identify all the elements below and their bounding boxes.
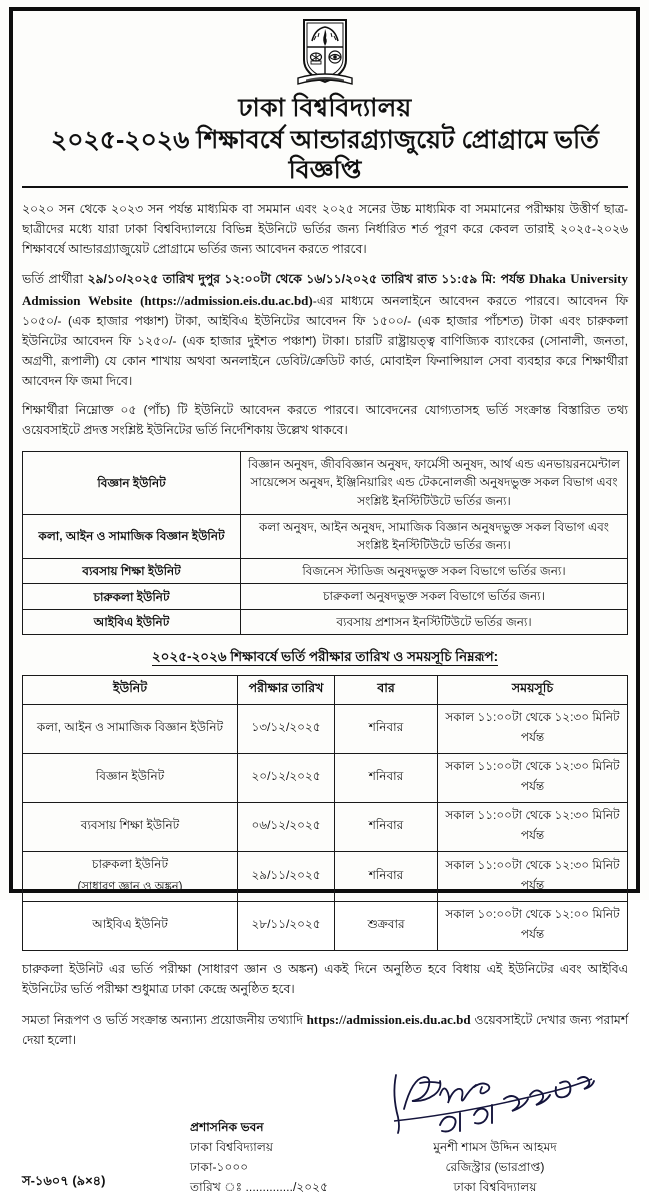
- schedule-unit-main: চারুকলা ইউনিট: [91, 857, 169, 872]
- schedule-time-cell: সকাল ১০:০০টা থেকে ১২:০০ মিনিট পর্যন্ত: [438, 902, 628, 951]
- schedule-time-cell: সকাল ১১:০০টা থেকে ১২:৩০ মিনিট পর্যন্ত: [438, 852, 628, 902]
- dhaka-university-crest-icon: [294, 16, 356, 90]
- table-row: [23, 902, 628, 951]
- signatory-institution: ঢাকা বিশ্ববিদ্যালয়: [453, 1179, 537, 1194]
- unit-description-cell: বিজনেস স্টাডিজ অনুষদভুক্ত সকল বিভাগে ভর্তির জন্য।: [241, 558, 628, 584]
- table-row: [23, 754, 628, 803]
- schedule-table: [22, 675, 628, 951]
- schedule-date-cell: ১৩/১২/২০২৫: [238, 705, 335, 754]
- paragraph-eligibility: ২০২০ সন থেকে ২০২৩ সন পর্যন্ত মাধ্যমিক বা সমমান এবং ২০২৫ সনের উচ্চ মাধ্যমিক বা সমমানের পরীক্ষায় উত্তীর্ণ ছাত্র-ছাত্রীদের মধ্যে যারা ঢাকা বিশ্ববিদ্যালয়ে বিভিন্ন ইউনিটে ভর্তির জন্য নির্ধারিত শর্ত পূরণ করে কেবল তারাই ২০২৫-২০২৬ শিক্ষাবর্ষে আন্ডারগ্র্যাজুয়েট প্রোগ্রামে ভর্তির জন্য আবেদন করতে পারবে।: [22, 201, 628, 256]
- crest-container: [22, 16, 628, 90]
- signature-area: [378, 1069, 618, 1139]
- schedule-time-cell: সকাল ১১:০০টা থেকে ১২:৩০ মিনিট পর্যন্ত: [438, 705, 628, 754]
- schedule-date-cell: ০৬/১২/২০২৫: [238, 803, 335, 852]
- address-line-building: প্রশাসনিক ভবন: [190, 1119, 264, 1134]
- column-header-day: বার: [335, 676, 438, 705]
- reference-number: স-১৬০৭ (৯×৪): [22, 1173, 106, 1189]
- paragraph-application: [22, 268, 628, 391]
- table-row: [23, 514, 628, 558]
- table-row: [23, 584, 628, 610]
- schedule-time-cell: সকাল ১১:০০টা থেকে ১২:৩০ মিনিট পর্যন্ত: [438, 803, 628, 852]
- unit-name-cell: ব্যবসায় শিক্ষা ইউনিট: [23, 558, 241, 584]
- schedule-unit-subnote: (সাধারণ জ্ঞান ও অঙ্কন): [77, 881, 183, 894]
- unit-name-cell: কলা, আইন ও সামাজিক বিজ্ঞান ইউনিট: [23, 514, 241, 558]
- schedule-date-cell: ২৯/১১/২০২৫: [238, 852, 335, 902]
- unit-description-cell: চারুকলা অনুষদভুক্ত সকল বিভাগে ভর্তির জন্য।: [241, 584, 628, 610]
- schedule-unit-cell: বিজ্ঞান ইউনিট: [23, 754, 238, 803]
- table-row: [23, 705, 628, 754]
- schedule-unit-cell: ব্যবসায় শিক্ষা ইউনিট: [23, 803, 238, 852]
- table-row: [23, 451, 628, 514]
- signatory-designation: রেজিস্ট্রার (ভারপ্রাপ্ত): [445, 1159, 545, 1174]
- column-header-unit: ইউনিট: [23, 676, 238, 705]
- signatory-block: [380, 1137, 610, 1197]
- handwritten-signature-icon: [378, 1069, 618, 1139]
- admission-website-link[interactable]: Dhaka University Admission Website (https://admission.eis.du.ac.bd): [22, 271, 629, 309]
- unit-description-cell: বিজ্ঞান অনুষদ, জীববিজ্ঞান অনুষদ, ফার্মেসী অনুষদ, আর্থ এন্ড এনভায়রনমেন্টাল সায়েন্সেস অনুষদ, ইঞ্জিনিয়ারিং এন্ড টেকনোলজী অনুষদভুক্ত সকল বিভাগ এবং সংশ্লিষ্ট ইনস্টিটিউটে ভর্তির জন্য।: [241, 451, 628, 514]
- unit-description-cell: কলা অনুষদ, আইন অনুষদ, সামাজিক বিজ্ঞান অনুষদভুক্ত সকল বিভাগ এবং সংশ্লিষ্ট ইনস্টিটিউটে ভর্তির জন্য।: [241, 514, 628, 558]
- address-line-city: ঢাকা-১০০০: [190, 1159, 249, 1174]
- schedule-day-cell: শনিবার: [335, 705, 438, 754]
- schedule-unit-cell: কলা, আইন ও সামাজিক বিজ্ঞান ইউনিট: [23, 705, 238, 754]
- advice-trailing-text: ওয়েবসাইটে দেখার জন্য পরামর্শ দেয়া হলো।: [22, 1013, 628, 1048]
- note-charukala: চারুকলা ইউনিট এর ভর্তি পরীক্ষা (সাধারণ জ্ঞান ও অঙ্কন) একই দিনে অনুষ্ঠিত হবে বিধায় এই ইউনিটের এবং আইবিএ ইউনিটের ভর্তি পরীক্ষা শুধুমাত্র ঢাকা কেন্দ্রে অনুষ্ঠিত হবে।: [22, 962, 628, 997]
- unit-description-cell: ব্যবসায় প্রশাসন ইনস্টিটিউটে ভর্তির জন্য।: [241, 609, 628, 635]
- units-table: [22, 451, 628, 636]
- schedule-unit-cell: [23, 852, 238, 902]
- schedule-day-cell: শনিবার: [335, 754, 438, 803]
- application-trailing-text: -এর মাধ্যমে অনলাইনে আবেদন করতে পারবে। আবেদন ফি ১০৫০/- (এক হাজার পঞ্চাশ) টাকা, আইবিএ ইউনিটের আবেদন ফি ১৫০০/- (এক হাজার পাঁচশত) টাকা এবং চারুকলা ইউনিটের আবেদন ফি ১২৫০/- (এক হাজার দুইশত পঞ্চাশ) টাকা। চারটি রাষ্ট্রায়ত্ত্ব বাণিজ্যিক ব্যাংকের (সোনালী, জনতা, অগ্রণী, রূপালী) যে কোন শাখায় অথবা অনলাইনে ডেবিট/ক্রেডিট কার্ড, মোবাইল ফিনান্সিয়াল সেবা ব্যবহার করে শিক্ষার্থীরা আবেদন ফি জমা দিবে।: [22, 294, 628, 388]
- schedule-day-cell: শনিবার: [335, 852, 438, 902]
- paragraph-units-info: শিক্ষার্থীরা নিম্নোক্ত ০৫ (পাঁচ) টি ইউনিটে আবেদন করতে পারবে। আবেদনের যোগ্যতাসহ ভর্তি সংক্রান্ত বিস্তারিত তথ্য ওয়েবসাইটে প্রদত্ত সংশ্লিষ্ট ইউনিটের ভর্তি নির্দেশিকায় উল্লেখ থাকবে।: [22, 402, 628, 437]
- footer: [22, 1077, 628, 1197]
- notice-content: [22, 14, 629, 1194]
- note-advice: [22, 1009, 628, 1051]
- unit-name-cell: আইবিএ ইউনিট: [23, 609, 241, 635]
- address-line-date: তারিখ ঃ ............../২০২৫: [190, 1179, 329, 1194]
- unit-name-cell: চারুকলা ইউনিট: [23, 584, 241, 610]
- schedule-unit-cell: আইবিএ ইউনিট: [23, 902, 238, 951]
- schedule-date-cell: ২০/১২/২০২৫: [238, 754, 335, 803]
- notice-title: [22, 125, 628, 188]
- table-row: [23, 852, 628, 902]
- table-row: [23, 803, 628, 852]
- notice-title-text: ২০২৫-২০২৬ শিক্ষাবর্ষে আন্ডারগ্র্যাজুয়েট প্রোগ্রামে ভর্তি বিজ্ঞপ্তি: [22, 125, 628, 188]
- schedule-time-cell: সকাল ১১:০০টা থেকে ১২:৩০ মিনিট পর্যন্ত: [438, 754, 628, 803]
- table-row: [23, 558, 628, 584]
- schedule-heading: [22, 646, 628, 669]
- application-lead-text: ভর্তি প্রার্থীরা: [22, 272, 88, 287]
- address-line-university: ঢাকা বিশ্ববিদ্যালয়: [190, 1139, 274, 1154]
- column-header-time: সময়সূচি: [438, 676, 628, 705]
- schedule-date-cell: ২৮/১১/২০২৫: [238, 902, 335, 951]
- university-name: ঢাকা বিশ্ববিদ্যালয়: [238, 94, 412, 122]
- schedule-day-cell: শনিবার: [335, 803, 438, 852]
- column-header-date: পরীক্ষার তারিখ: [238, 676, 335, 705]
- application-dates-text: ২৯/১০/২০২৫ তারিখ দুপুর ১২:০০টা থেকে ১৬/১১/২০২৫ তারিখ রাত ১১:৫৯ মি: পর্যন্ত: [87, 272, 530, 287]
- advice-website-link[interactable]: https://admission.eis.du.ac.bd: [306, 1012, 471, 1028]
- table-row: [23, 609, 628, 635]
- table-header-row: [23, 676, 628, 705]
- signatory-name: মুনশী শামস উদ্দিন আহমদ: [433, 1139, 557, 1154]
- unit-name-cell: বিজ্ঞান ইউনিট: [23, 451, 241, 514]
- schedule-day-cell: শুক্রবার: [335, 902, 438, 951]
- advice-lead-text: সমতা নিরূপণ ও ভর্তি সংক্রান্ত অন্যান্য প্রয়োজনীয় তথ্যাদি: [22, 1013, 307, 1028]
- schedule-heading-text: ২০২৫-২০২৬ শিক্ষাবর্ষে ভর্তি পরীক্ষার তারিখ ও সময়সূচি নিম্নরূপ:: [151, 649, 499, 665]
- issuing-office-address: [190, 1117, 328, 1197]
